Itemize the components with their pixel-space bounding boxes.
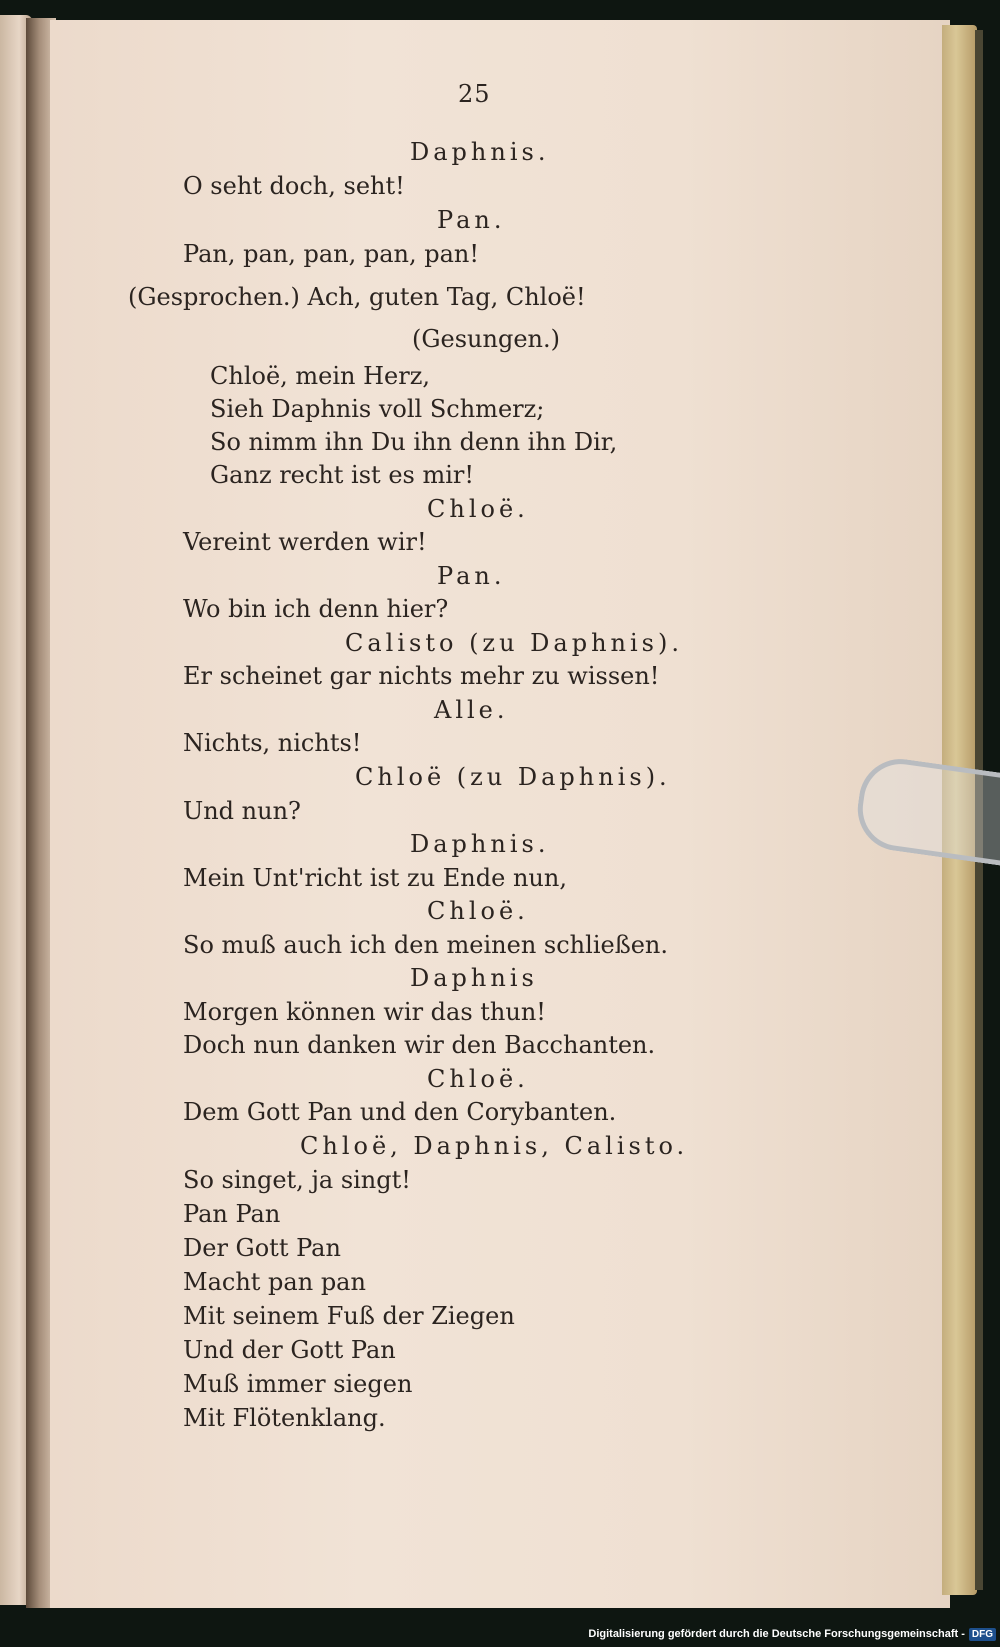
dfg-logo: DFG bbox=[969, 1628, 996, 1641]
verse-line: Pan Pan bbox=[183, 1200, 281, 1228]
verse-line: Mein Unt'richt ist zu Ende nun, bbox=[183, 864, 567, 892]
verse-line: Doch nun danken wir den Bacchanten. bbox=[183, 1031, 656, 1059]
speaker-line: Alle. bbox=[434, 696, 509, 724]
speaker-line: Chloë, Daphnis, Calisto. bbox=[300, 1132, 689, 1160]
verse-line: Pan, pan, pan, pan, pan! bbox=[183, 240, 480, 268]
speaker-line: Pan. bbox=[437, 206, 506, 234]
verse-line: Mit seinem Fuß der Ziegen bbox=[183, 1302, 515, 1330]
verse-line: So nimm ihn Du ihn denn ihn Dir, bbox=[210, 428, 618, 456]
stage-direction: (Gesungen.) bbox=[412, 325, 560, 353]
verse-line: Muß immer siegen bbox=[183, 1370, 413, 1398]
verse-line: Und der Gott Pan bbox=[183, 1336, 396, 1364]
verse-line: Mit Flötenklang. bbox=[183, 1404, 386, 1432]
verse-line: Morgen können wir das thun! bbox=[183, 998, 546, 1026]
verse-line: So singet, ja singt! bbox=[183, 1166, 411, 1194]
speaker-line: Chloë (zu Daphnis). bbox=[355, 763, 671, 791]
verse-line: Er scheinet gar nichts mehr zu wissen! bbox=[183, 662, 660, 690]
speaker-line: Chloë. bbox=[427, 495, 529, 523]
verse-line: Ganz recht ist es mir! bbox=[210, 461, 475, 489]
speaker-line: Calisto (zu Daphnis). bbox=[345, 629, 683, 657]
verse-line: Und nun? bbox=[183, 797, 301, 825]
verse-line: Vereint werden wir! bbox=[183, 528, 427, 556]
verse-line: Wo bin ich denn hier? bbox=[183, 595, 449, 623]
page-number: 25 bbox=[458, 80, 491, 108]
footer-credit: Digitalisierung gefördert durch die Deutsche Forschungsgemeinschaft - bbox=[588, 1628, 965, 1640]
speaker-line: Daphnis. bbox=[410, 830, 550, 858]
digitization-footer bbox=[588, 1625, 996, 1643]
verse-line: Chloë, mein Herz, bbox=[210, 362, 431, 390]
speaker-line: Pan. bbox=[437, 562, 506, 590]
verse-line: (Gesprochen.) Ach, guten Tag, Chloë! bbox=[128, 283, 586, 311]
verse-line: Der Gott Pan bbox=[183, 1234, 341, 1262]
speaker-line: Daphnis bbox=[410, 964, 538, 992]
verse-line: O seht doch, seht! bbox=[183, 172, 405, 200]
verse-line: So muß auch ich den meinen schließen. bbox=[183, 931, 669, 959]
speaker-line: Daphnis. bbox=[410, 138, 550, 166]
speaker-line: Chloë. bbox=[427, 1065, 529, 1093]
verse-line: Dem Gott Pan und den Corybanten. bbox=[183, 1098, 617, 1126]
verse-line: Macht pan pan bbox=[183, 1268, 366, 1296]
verse-line: Nichts, nichts! bbox=[183, 729, 362, 757]
speaker-line: Chloë. bbox=[427, 897, 529, 925]
verse-line: Sieh Daphnis voll Schmerz; bbox=[210, 395, 545, 423]
